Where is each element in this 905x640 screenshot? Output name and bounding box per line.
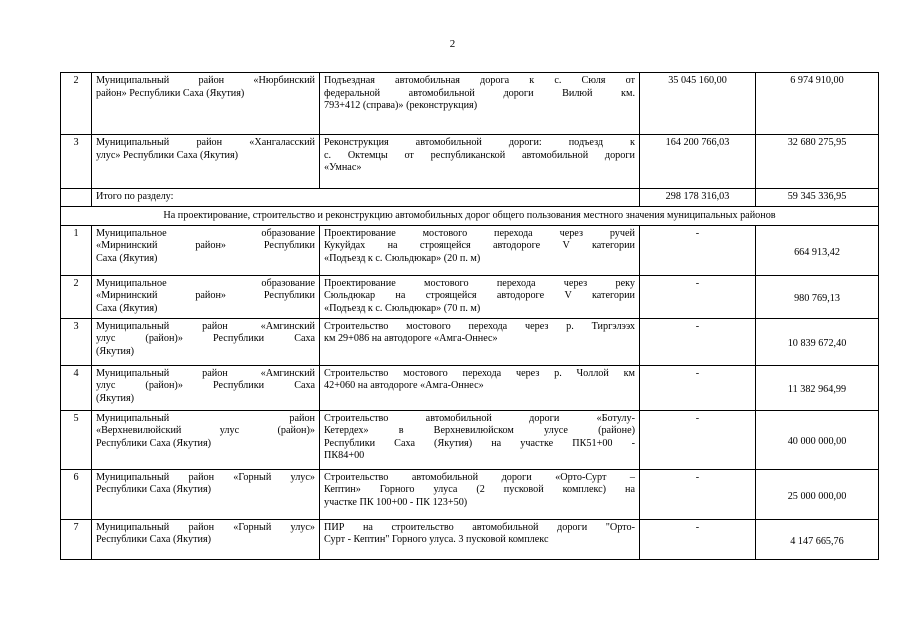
object-cell-line: «Умнас»	[324, 162, 362, 173]
table-row	[61, 410, 879, 469]
table-row	[61, 225, 879, 275]
object-cell	[320, 135, 640, 189]
amount1-cell: -	[640, 410, 756, 469]
object-cell	[320, 318, 640, 365]
amount2-cell: 11 382 964,99	[756, 365, 879, 410]
recipient-cell-line: Муниципальный район	[96, 412, 315, 424]
row-number: 2	[61, 73, 92, 135]
amount1-cell: -	[640, 225, 756, 275]
amount2-cell: 40 000 000,00	[756, 410, 879, 469]
subtotal-amount1: 298 178 316,03	[640, 189, 756, 207]
subtotal-amount2: 59 345 336,95	[756, 189, 879, 207]
recipient-cell-line: Республики Саха (Якутия)	[96, 534, 212, 545]
row-number: 7	[61, 519, 92, 559]
amount1-cell: -	[640, 275, 756, 318]
table-row	[61, 318, 879, 365]
object-cell-line: «Подъезд к с. Сюльдюкар» (20 п. м)	[324, 252, 481, 264]
recipient-cell	[92, 225, 320, 275]
recipient-cell-line: Республики Саха (Якутия)	[96, 437, 212, 449]
table-row	[61, 519, 879, 559]
object-cell-line: Проектирование мостового перехода через реку	[324, 277, 635, 289]
object-cell-line: 793+412 (справа)» (реконструкция)	[324, 100, 478, 111]
amount2-cell: 10 839 672,40	[756, 318, 879, 365]
subtotal-label: Итого по разделу:	[92, 189, 640, 207]
recipient-cell-line: Муниципальное образование	[96, 227, 315, 239]
amount1-cell: 35 045 160,00	[640, 73, 756, 135]
object-cell	[320, 225, 640, 275]
table-body-part1	[61, 73, 879, 189]
object-cell-line: 42+060 на автодороге «Амга-Оннес»	[324, 380, 484, 391]
object-cell	[320, 73, 640, 135]
object-cell-line: Проектирование мостового перехода через ручей	[324, 227, 635, 239]
amount2-cell: 664 913,42	[756, 225, 879, 275]
row-number: 6	[61, 469, 92, 519]
object-cell-line: Реконструкция автомобильной дороги: подъезд к	[324, 137, 635, 148]
recipient-cell	[92, 469, 320, 519]
recipient-cell-line: Муниципальный район «Горный улус»	[96, 471, 315, 483]
recipient-cell-line: «Мирнинский район» Республики	[96, 290, 315, 301]
section-title-row	[61, 207, 879, 226]
recipient-cell-line: район» Республики Саха (Якутия)	[96, 87, 245, 99]
page-number: 2	[449, 38, 456, 50]
subtotal-row	[61, 189, 879, 207]
row-number: 5	[61, 410, 92, 469]
table-row	[61, 469, 879, 519]
recipient-cell-line: улус (район)» Республики Саха	[96, 333, 315, 344]
funding-table	[60, 72, 879, 560]
recipient-cell	[92, 410, 320, 469]
object-cell	[320, 519, 640, 559]
recipient-cell	[92, 365, 320, 410]
table-body-part2	[61, 225, 879, 559]
object-cell-line: Строительство мостового перехода через р. Тиргэлээх	[324, 320, 635, 332]
object-cell-line: Сурт - Кептин" Горного улуса. 3 пусковой комплекс	[324, 534, 549, 545]
recipient-cell	[92, 73, 320, 135]
object-cell-line: ПК84+00	[324, 450, 365, 461]
row-number: 4	[61, 365, 92, 410]
object-cell-line: Строительство мостового перехода через р. Чоллой км	[324, 367, 635, 379]
amount1-cell: -	[640, 469, 756, 519]
amount1-cell: -	[640, 365, 756, 410]
recipient-cell	[92, 135, 320, 189]
amount2-cell: 4 147 665,76	[756, 519, 879, 559]
object-cell-line: Подъездная автомобильная дорога к с. Сюля от	[324, 75, 635, 86]
table-row	[61, 365, 879, 410]
object-cell-line: Кептин» Горного улуса (2 пусковой комплекс) на	[324, 484, 635, 495]
recipient-cell	[92, 318, 320, 365]
amount2-cell: 25 000 000,00	[756, 469, 879, 519]
recipient-cell-line: Саха (Якутия)	[96, 302, 158, 314]
table-row	[61, 275, 879, 318]
row-number: 3	[61, 318, 92, 365]
object-cell-line: Строительство автомобильной дороги «Орто-Сурт –	[324, 471, 635, 483]
recipient-cell	[92, 519, 320, 559]
recipient-cell-line: Саха (Якутия)	[96, 252, 158, 264]
amount1-cell: 164 200 766,03	[640, 135, 756, 189]
object-cell-line: Кукуйдах на строящейся автодороге V категории	[324, 240, 635, 251]
recipient-cell-line: Муниципальный район «Хангаласский	[96, 137, 315, 148]
object-cell-line: Кетердех» в Верхневилюйском улусе (районе)	[324, 425, 635, 436]
recipient-cell-line: (Якутия)	[96, 392, 135, 404]
recipient-cell-line: (Якутия)	[96, 345, 135, 357]
recipient-cell	[92, 275, 320, 318]
section-title: На проектирование, строительство и реконструкцию автомобильных дорог общего пользования местного значения муниципальных районов	[61, 207, 879, 226]
object-cell-line: Сюльдюкар на строящейся автодороге V категории	[324, 290, 635, 301]
object-cell-line: федеральной автомобильной дороги Вилюй км.	[324, 87, 635, 99]
table-row	[61, 73, 879, 135]
row-number: 3	[61, 135, 92, 189]
object-cell-line: «Подъезд к с. Сюльдюкар» (70 п. м)	[324, 302, 481, 314]
amount1-cell: -	[640, 318, 756, 365]
object-cell-line: участке ПК 100+00 - ПК 123+50)	[324, 496, 468, 508]
amount2-cell: 6 974 910,00	[756, 73, 879, 135]
recipient-cell-line: Муниципальный район «Горный улус»	[96, 521, 315, 533]
object-cell	[320, 365, 640, 410]
amount1-cell: -	[640, 519, 756, 559]
recipient-cell-line: «Верхневилюйский улус (район)»	[96, 425, 315, 436]
subtotal-empty-cell	[61, 189, 92, 207]
row-number: 2	[61, 275, 92, 318]
recipient-cell-line: Республики Саха (Якутия)	[96, 484, 212, 495]
amount2-cell: 980 769,13	[756, 275, 879, 318]
object-cell	[320, 469, 640, 519]
object-cell-line: Строительство автомобильной дороги «Ботулу-	[324, 412, 635, 424]
table-row	[61, 135, 879, 189]
recipient-cell-line: Муниципальный район «Амгинский	[96, 367, 315, 379]
recipient-cell-line: «Мирнинский район» Республики	[96, 240, 315, 251]
object-cell-line: ПИР на строительство автомобильной дороги "Орто-	[324, 521, 635, 533]
recipient-cell-line: Муниципальный район «Амгинский	[96, 320, 315, 332]
row-number: 1	[61, 225, 92, 275]
recipient-cell-line: улус (район)» Республики Саха	[96, 380, 315, 391]
amount2-cell: 32 680 275,95	[756, 135, 879, 189]
recipient-cell-line: Муниципальный район «Нюрбинский	[96, 75, 315, 86]
object-cell	[320, 275, 640, 318]
table-subtotal	[61, 189, 879, 226]
object-cell-line: Республики Саха (Якутия) на участке ПК51+00 -	[324, 437, 635, 449]
object-cell-line: с. Октемцы от республиканской автомобильной дороги	[324, 149, 635, 161]
object-cell-line: км 29+086 на автодороге «Амга-Оннес»	[324, 333, 498, 344]
object-cell	[320, 410, 640, 469]
recipient-cell-line: улус» Республики Саха (Якутия)	[96, 149, 239, 161]
recipient-cell-line: Муниципальное образование	[96, 277, 315, 289]
